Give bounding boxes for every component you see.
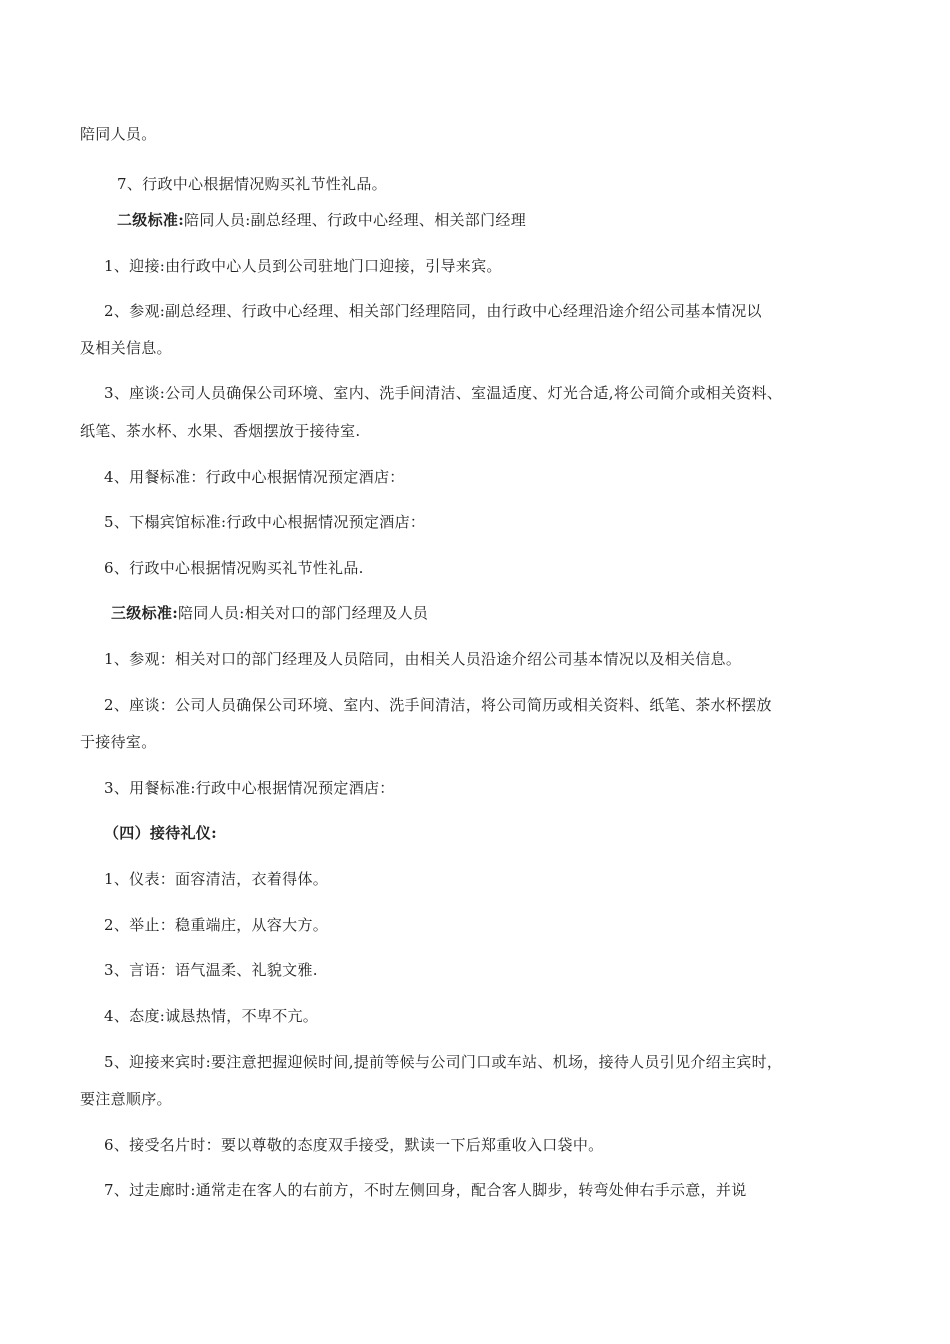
section-heading: （四）接待礼仪:	[104, 824, 217, 842]
text-line: 1、仪表：面容清洁，衣着得体。	[104, 870, 329, 888]
text-line: 1、参观：相关对口的部门经理及人员陪同，由相关人员沿途介绍公司基本情况以及相关信息。	[104, 650, 742, 668]
text-line: 及相关信息。	[80, 339, 172, 357]
text-line: 4、用餐标准：行政中心根据情况预定酒店：	[104, 468, 405, 486]
text-line: 2、座谈：公司人员确保公司环境、室内、洗手间清洁，将公司简历或相关资料、纸笔、茶水杯摆放	[104, 696, 772, 714]
text-line: 3、用餐标准:行政中心根据情况预定酒店：	[104, 779, 395, 797]
text-line: 纸笔、茶水杯、水果、香烟摆放于接待室.	[80, 422, 361, 440]
text-line: 6、行政中心根据情况购买礼节性礼品.	[104, 559, 364, 577]
text-line: 7、过走廊时:通常走在客人的右前方，不时左侧回身，配合客人脚步，转弯处伸右手示意，并说	[104, 1181, 747, 1199]
text-line: 于接待室。	[80, 733, 157, 751]
text-line: 1、迎接:由行政中心人员到公司驻地门口迎接，引导来宾。	[104, 257, 502, 275]
text-line: 3、言语：语气温柔、礼貌文雅.	[104, 961, 318, 979]
text-line: 要注意顺序。	[80, 1090, 172, 1108]
section-heading: 三级标准:陪同人员:相关对口的部门经理及人员	[111, 604, 429, 622]
section-heading: 二级标准:陪同人员:副总经理、行政中心经理、相关部门经理	[117, 211, 527, 229]
text-line: 2、举止：稳重端庄，从容大方。	[104, 916, 329, 934]
text-line: 3、座谈:公司人员确保公司环境、室内、洗手间清洁、室温适度、灯光合适,将公司简介或相关资料、	[104, 384, 783, 402]
text-line: 7、行政中心根据情况购买礼节性礼品。	[117, 175, 387, 193]
text-line: 5、迎接来宾时:要注意把握迎候时间,提前等候与公司门口或车站、机场，接待人员引见介绍主宾时，	[104, 1053, 783, 1071]
text-line: 6、接受名片时：要以尊敬的态度双手接受，默读一下后郑重收入口袋中。	[104, 1136, 604, 1154]
text-line: 陪同人员。	[80, 125, 157, 143]
text-line: 2、参观:副总经理、行政中心经理、相关部门经理陪同，由行政中心经理沿途介绍公司基本情况以	[104, 302, 762, 320]
text-line: 5、下榻宾馆标准:行政中心根据情况预定酒店：	[104, 513, 426, 531]
text-line: 4、态度:诚恳热情，不卑不亢。	[104, 1007, 319, 1025]
